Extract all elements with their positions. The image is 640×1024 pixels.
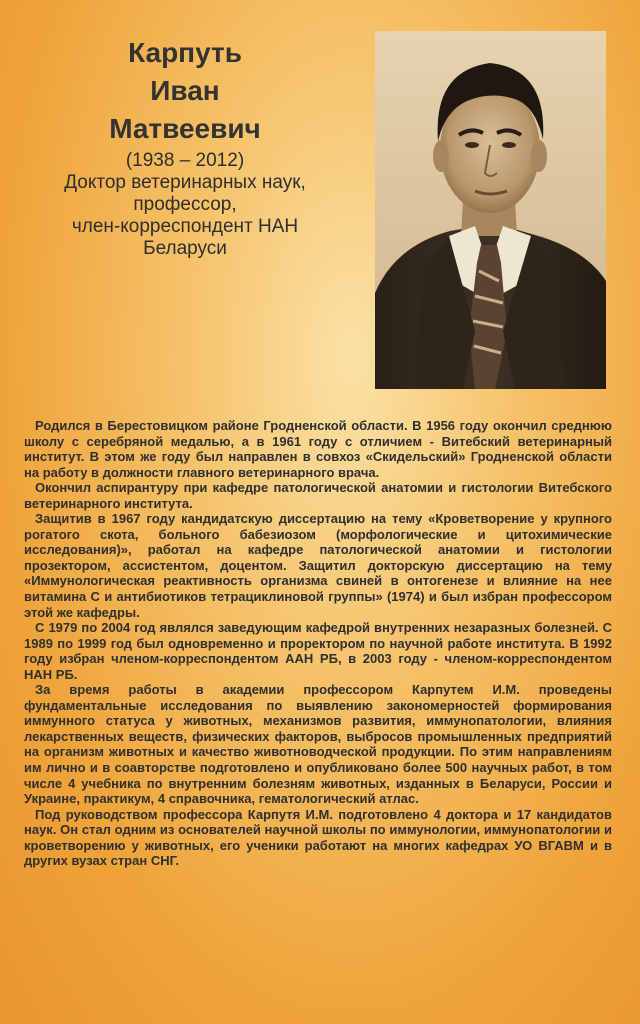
patronymic: Матвеевич xyxy=(109,113,261,144)
person-credentials xyxy=(30,150,340,260)
membership-line-2: Беларуси xyxy=(143,238,227,259)
surname: Карпуть xyxy=(128,37,242,68)
portrait-photo xyxy=(375,31,606,389)
first-name: Иван xyxy=(150,75,220,106)
degree: Доктор ветеринарных наук, xyxy=(64,172,306,193)
life-years: (1938 – 2012) xyxy=(125,150,245,171)
person-name xyxy=(40,34,330,148)
bio-paragraph: За время работы в академии профессором Карпутем И.М. проведены фундаментальные исследования по выявлению закономерностей формирования иммунного статуса у животных, механизмов развития, иммунопатологии, влияния лекарственных веществ, физических факторов, выбросов промышленных предприятий на организм животных и качество животноводческой продукции. По этим направлениям им лично и в соавторстве подготовлено и опубликовано более 500 научных работ, в том числе 4 учебника по внутренним болезням животных, изданных в Беларуси, России и Украине, практикум, 4 справочника, гематологический атлас. xyxy=(24,682,612,807)
bio-paragraph: С 1979 по 2004 год являлся заведующим кафедрой внутренних незаразных болезней. С 1989 по 1999 год был одновременно и проректором по научной работе института. В 1992 году избран членом-корреспондентом ААН РБ, в 2003 году - членом-корреспондентом НАН РБ. xyxy=(24,620,612,682)
membership-line-1: член-корреспондент НАН xyxy=(71,216,299,237)
biography xyxy=(24,418,612,869)
bio-paragraph: Окончил аспирантуру при кафедре патологической анатомии и гистологии Витебского ветеринарного института. xyxy=(24,480,612,511)
bio-paragraph: Родился в Берестовицком районе Гродненской области. В 1956 году окончил среднюю школу с серебряной медалью, а в 1961 году с отличием - Витебский ветеринарный институт. В этом же году был направлен в совхоз «Скидельский» Гродненской области на работу в должности главного ветеринарного врача. xyxy=(24,418,612,480)
bio-paragraph: Защитив в 1967 году кандидатскую диссертацию на тему «Кроветворение у крупного рогатого скота, больного бабезиозом (морфологические и цитохимические исследования)», работал на кафедре патологической анатомии и гистологии прозектором, ассистентом, доцентом. Защитил докторскую диссертацию на тему «Иммунологическая реактивность организма свиней в онтогенезе и влияние на нее витамина С и антибиотиков тетрациклиновой группы» (1974) и был избран профессором этой же кафедры. xyxy=(24,511,612,620)
academic-title: профессор, xyxy=(133,194,237,215)
portrait-photo-icon xyxy=(375,31,606,389)
bio-paragraph: Под руководством профессора Карпутя И.М. подготовлено 4 доктора и 17 кандидатов наук. Он стал одним из основателей научной школы по иммунологии, иммунопатологии и кроветворению у животных, его ученики работают на многих кафедрах УО ВГАВМ и в других вузах стран СНГ. xyxy=(24,806,612,869)
